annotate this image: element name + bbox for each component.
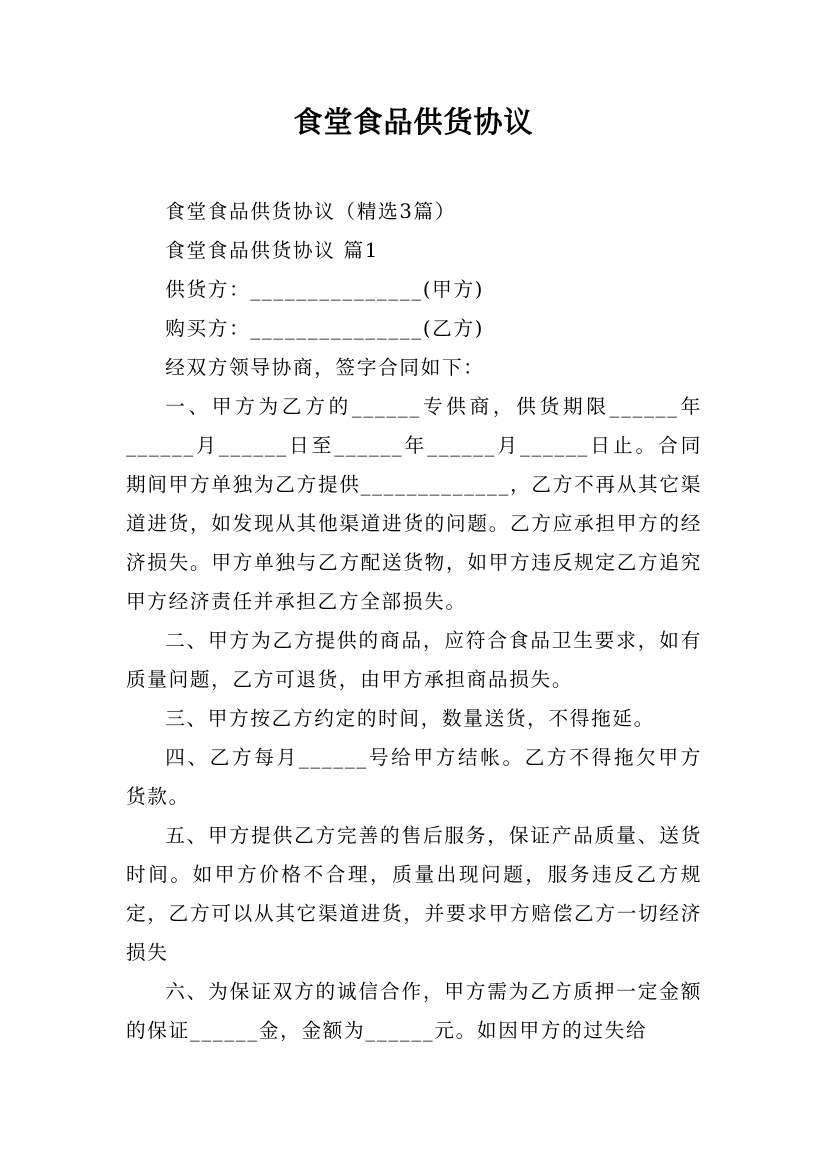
paragraph-section-heading: 食堂食品供货协议 篇1	[165, 239, 379, 262]
paragraph-subtitle: 食堂食品供货协议（精选3篇）	[165, 200, 457, 223]
paragraph-buyer: 购买方：_______________(乙方)	[165, 317, 485, 340]
paragraph-clause-6: 六、为保证双方的诚信合作，甲方需为乙方质押一定金额的保证______金，金额为______元。如因甲方的过失给	[126, 980, 702, 1042]
paragraph-supplier: 供货方：_______________(甲方)	[165, 278, 485, 301]
paragraph-intro: 经双方领导协商，签字合同如下：	[165, 356, 485, 379]
paragraph-clause-5: 五、甲方提供乙方完善的售后服务，保证产品质量、送货时间。如甲方价格不合理，质量出现问题，服务违反乙方规定，乙方可以从其它渠道进货，并要求甲方赔偿乙方一切经济损失	[126, 824, 702, 964]
document-title: 食堂食品供货协议	[293, 105, 534, 139]
paragraph-clause-1: 一、甲方为乙方的______专供商，供货期限______年______月______日至______年______月______日止。合同期间甲方单独为乙方提供_____________，乙方不再从其它渠道进货，如发现从其他渠道进货的问题。乙方应承担甲方的经济损失。甲方单独与乙方配送货物，如甲方违反规定乙方追究甲方经济责任并承担乙方全部损失。	[126, 395, 702, 613]
paragraph-clause-4: 四、乙方每月______号给甲方结帐。乙方不得拖欠甲方货款。	[126, 746, 702, 808]
paragraph-clause-3: 三、甲方按乙方约定的时间，数量送货，不得拖延。	[165, 707, 655, 730]
paragraph-clause-2: 二、甲方为乙方提供的商品，应符合食品卫生要求，如有质量问题，乙方可退货，由甲方承担商品损失。	[126, 629, 702, 691]
document-body	[126, 192, 702, 1050]
